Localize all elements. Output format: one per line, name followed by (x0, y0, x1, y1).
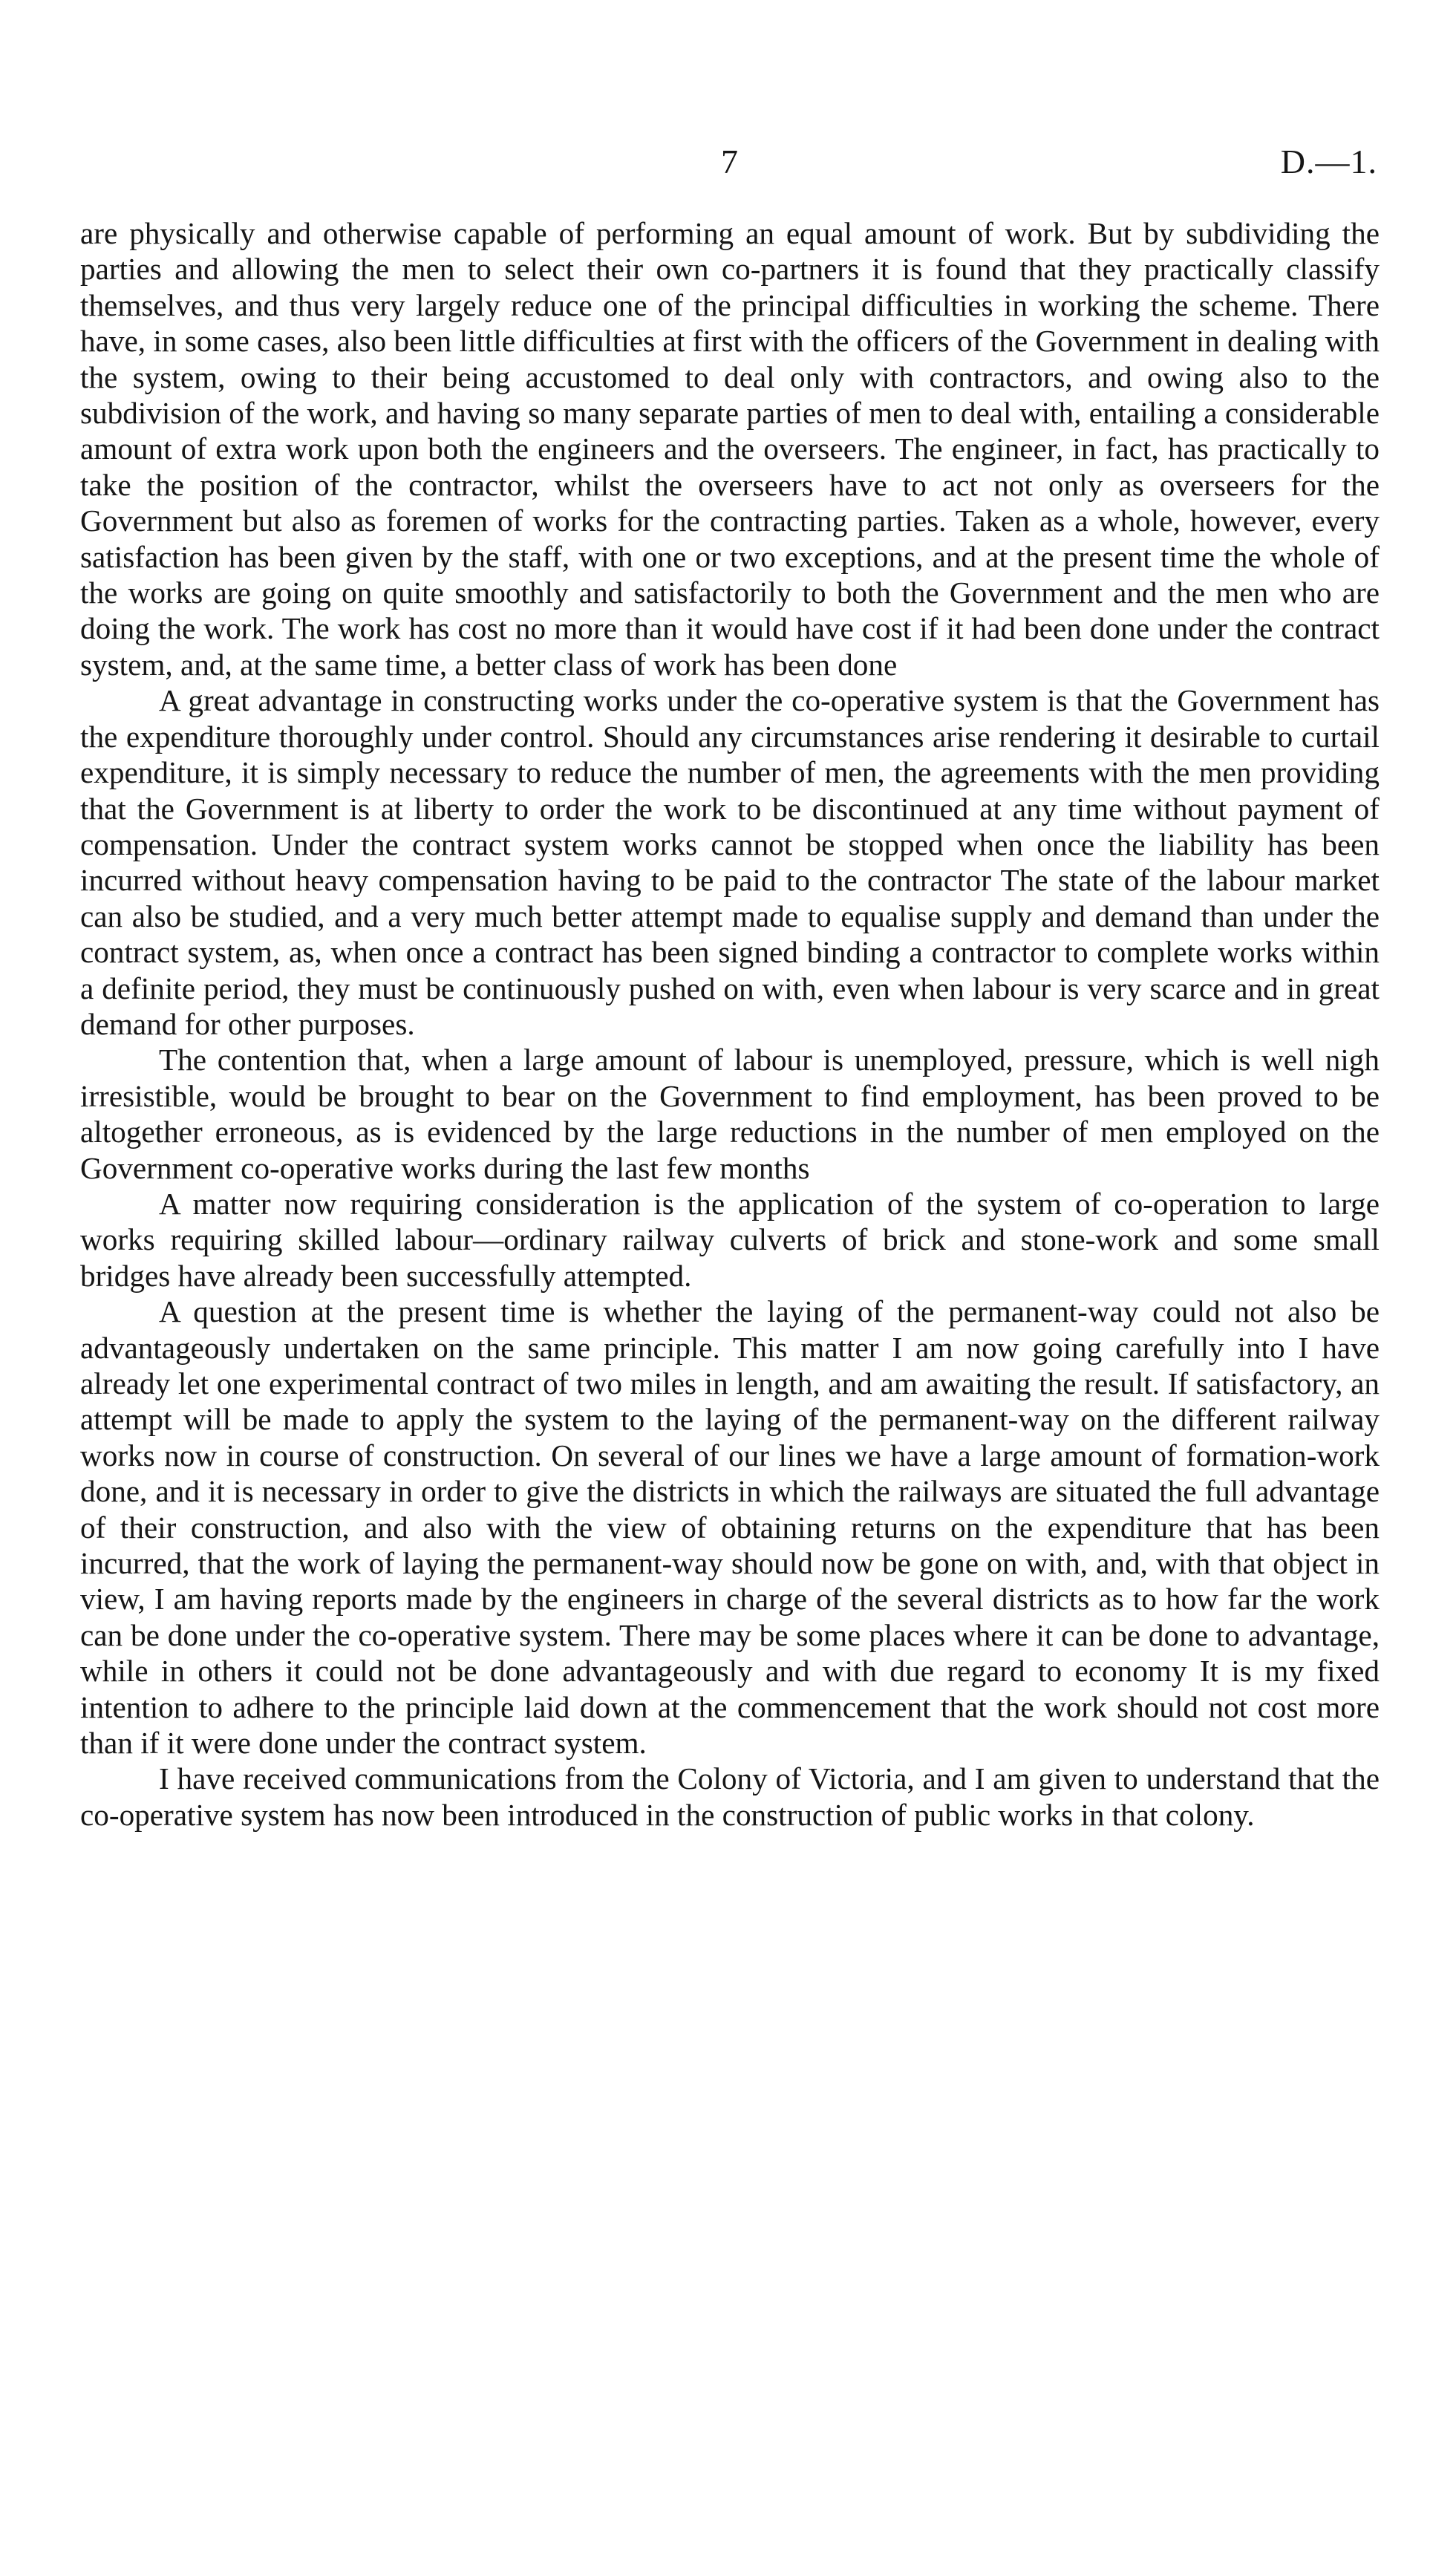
paragraph-5 (80, 1294, 1380, 1761)
paragraph-text: The contention that, when a large amount of labour is unemployed, pressure, which is well nigh irresistible, would be brought to bear on the Government to find employment, has been proved to be altogether erroneous, as is evidenced by the large reductions in the number of men employed on the Government co-operative works during the last few months (80, 1043, 1380, 1185)
paragraph-text: A great advantage in constructing works under the co-operative system is that the Government has the expenditure thoroughly under control. Should any circumstances arise rendering it desirable to curtail expenditure, it is simply necessary to reduce the number of men, the agreements with the men providing that the Government is at liberty to order the work to be discontinued at any time without payment of compensation. Under the contract system works cannot be stopped when once the liability has been incurred without heavy compensation having to be paid to the contractor The state of the labour market can also be studied, and a very much better attempt made to equalise supply and demand than under the contract system, as, when once a contract has been signed binding a contractor to complete works within a definite period, they must be continuously pushed on with, even when labour is very scarce and in great demand for other purposes. (80, 683, 1380, 1041)
document-reference: D.—1. (1280, 143, 1377, 180)
paragraph-2 (80, 682, 1380, 1042)
paragraph-text: are physically and otherwise capable of performing an equal amount of work. But by subdividing the parties and allowing the men to select their own co-partners it is found that they practically classify themselves, and thus very largely reduce one of the principal difficulties in working the scheme. There have, in some cases, also been little difficulties at first with the officers of the Government in dealing with the system, owing to their being accustomed to deal only with contractors, and owing also to the subdivision of the work, and having so many separate parties of men to deal with, entailing a considerable amount of extra work upon both the engineers and the overseers. The engineer, in fact, has practically to take the position of the contractor, whilst the overseers have to act not only as overseers for the Government but also as foremen of works for the contracting parties. Taken as a whole, however, every satisfaction has been given by the staff, with one or two exceptions, and at the present time the whole of the works are going on quite smoothly and satisfactorily to both the Government and the men who are doing the work. The work has cost no more than it would have cost if it had been done under the contract system, and, at the same time, a better class of work has been done (80, 216, 1380, 682)
paragraph-1 (80, 215, 1380, 682)
paragraph-text: I have received communications from the Colony of Victoria, and I am given to understand that the co-operative system has now been introduced in the construction of public works in that colony. (80, 1761, 1380, 1832)
page-header (82, 140, 1377, 184)
body-text (80, 215, 1380, 1833)
paragraph-3 (80, 1042, 1380, 1186)
paragraph-text: A matter now requiring consideration is the application of the system of co-operation to large works requiring skilled labour—ordinary railway culverts of brick and stone-work and some small bridges have already been successfully attempted. (80, 1186, 1380, 1293)
paragraph-6 (80, 1761, 1380, 1833)
paragraph-text: A question at the present time is whether the laying of the permanent-way could not also be advantageously undertaken on the same principle. This matter I am now going carefully into I have already let one experimental contract of two miles in length, and am awaiting the result. If satisfactory, an attempt will be made to apply the system to the laying of the permanent-way on the different railway works now in course of construction. On several of our lines we have a large amount of formation-work done, and it is necessary in order to give the districts in which the railways are situated the full advantage of their construction, and also with the view of obtaining returns on the expenditure that has been incurred, that the work of laying the permanent-way should now be gone on with, and, with that object in view, I am having reports made by the engineers in charge of the several districts as to how far the work can be done under the co-operative system. There may be some places where it can be done to advantage, while in others it could not be done advantageously and with due regard to economy It is my fixed intention to adhere to the principle laid down at the commencement that the work should not cost more than if it were done under the contract system. (80, 1294, 1380, 1761)
paragraph-4 (80, 1186, 1380, 1294)
page-number: 7 (721, 143, 738, 180)
